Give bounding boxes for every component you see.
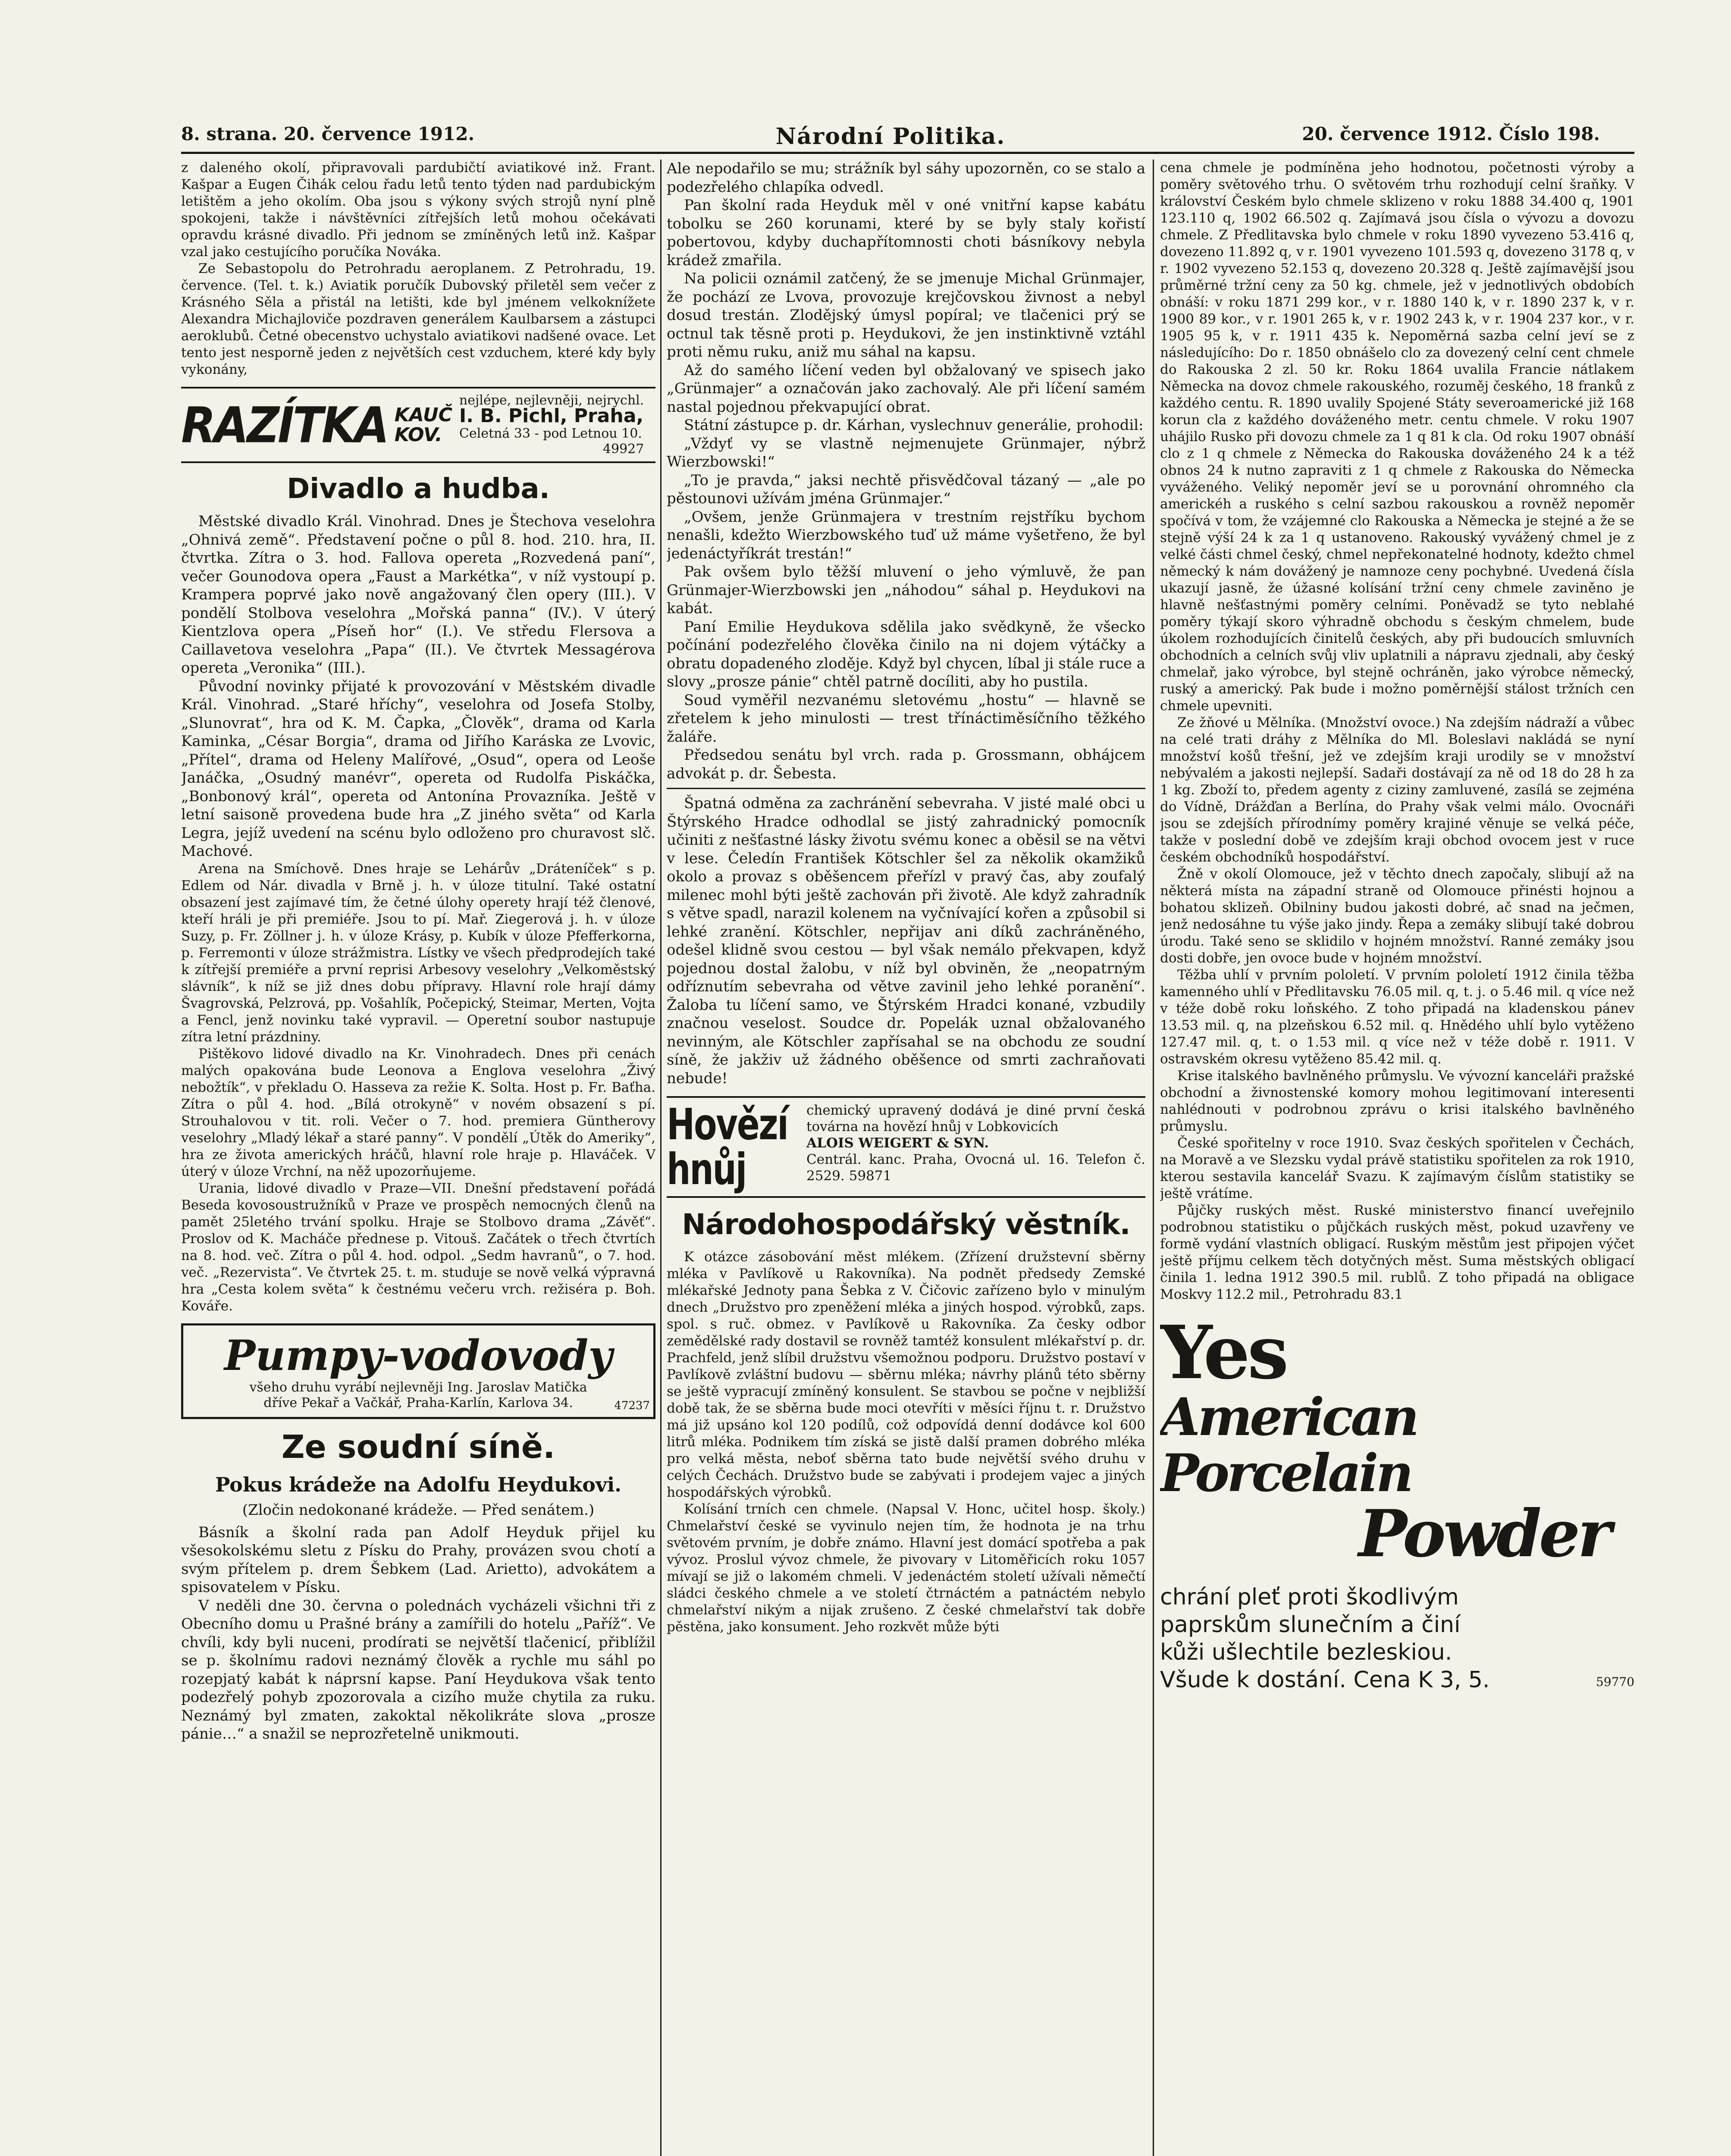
article-heyduk-part5: Na policii oznámil zatčený, že se jmenuje Michal Grünmajer, že pochází ze Lvova, provozuje krejčovskou živnost a nebyl dosud trestán. Zlodějský úmysl popíral; ve tlačenici prý se octnul tak těsně proti p. Heydukovi, že jen instinktivně vztáhl proti němu ruku, aniž mu sáhal na kapsu. xyxy=(667,270,1145,360)
article-urania: Urania, lidové divadlo v Praze—VII. Dnešní představení pořádá Beseda kovosoustružníků v Praze ve prospěch nemocných členů na pamět 25letého trvání spolku. Hraje se Stolbovo drama „Závěť“. Proslov od K. Macháče přednese p. Vitouš. Začátek o třech čtvrtích na 8. hod. več. Zítra o půl 4. hod. odpol. „Sedm havranů“, o 7. hod. več. „Rezervista“. Ve čtvrtek 25. t. m. studuje se nově velká výpravná hra „Cesta kolem světa“ k čestnému večeru vrch. režiséra p. Boh. Kováře. xyxy=(181,1180,655,1314)
ad-razitka-title: RAZÍTKA xyxy=(181,396,388,454)
ad-yes-text3: kůži ušlechtile bezleskiou. xyxy=(1160,1639,1452,1665)
ad-razitka-kauc: KAUČ xyxy=(394,404,452,426)
ad-razitka-tagline: nejlépe, nejlevněji, nejrychl. xyxy=(459,393,644,408)
column-rule-1 xyxy=(660,160,662,2156)
ad-pumpy-number: 47237 xyxy=(614,1399,650,1412)
article-chmel: Kolísání trních cen chmele. (Napsal V. Honc, učitel hosp. školy.) Chmelařství české se vyvinulo nejen tím, že hodnota je na trhu světovém prvním, je dobře známo. Hlavní jest domácí spotřeba a pak vývoz. Proslul vývoz chmele, že pivovary v Litoměřicích roku 1057 mívají se již o lakomém chmeli. V jedenáctém století užívali němečtí sládci českého chmele a ve století čtrnáctém a patnáctém nebylo chmelařství nikým a nijak zrušeno. Z české chmelařství tak dobře pěstěna, jako konsument. Jeho rozkvět může býti xyxy=(667,1501,1145,1635)
article-heyduk-part10: „Ovšem, jenže Grünmajera v trestním rejstříku bychom nenašli, kdežto Wierzbowského tuď už máme vyšetřeno, že byl jedenáctyříkrát trestán!“ xyxy=(667,508,1145,562)
section-title-vestnik: Národohospodářský věstník. xyxy=(682,1208,1130,1241)
header-left: 8. strana. 20. července 1912. xyxy=(181,123,475,144)
ad-yes-text1: chrání pleť proti škodlivým xyxy=(1160,1584,1459,1610)
ad-yes-number: 59770 xyxy=(1596,1674,1634,1689)
article-olomouc: Žně v okolí Olomouce, jež v těchto dnech započaly, slibují až na některá místa na západní straně od Olomouce přinésti hojnou a bohatou sklizeň. Obilniny budou jakosti dobré, ač snad na ječmen, jenž nedosáhne tu výše jako jindy. Řepa a zemáky slibují také dobrou úrodu. Také seno se sklidilo v hojném množství. Ranné zemáky jsou dosti dobře, jen ovoce bude v hojném množství. xyxy=(1160,866,1634,966)
ad-yes-text2: paprskům slunečním a činí xyxy=(1160,1612,1461,1638)
divider xyxy=(667,788,1145,789)
ad-razitka-address: Celetná 33 - pod Letnou 10. xyxy=(459,426,642,441)
ad-pumpy-line2: dříve Pekař a Vačkář, Praha-Karlín, Karlova 34. xyxy=(263,1395,573,1410)
header-right: 20. července 1912. Číslo 198. xyxy=(1302,123,1600,144)
article-divadlo-vinohrady: Městské divadlo Král. Vinohrad. Dnes je Štechova veselohra „Ohnivá země“. Představení počne o půl 8. hod. 210. hra, II. čtvrtka. Zítra o 3. hod. Fallova opereta „Rozvedená paní“, večer Gounodova opera „Faust a Markétka“, v níž vystoupí p. Krampera poprvé jako nově angažovaný člen opery (III.). V pondělí Stolbova veselohra „Mořská panna“ (IV.). V úterý Kientzlova opera „Píseň hor“ (I.). Ve středu Flersova a Caillavetova veselohra „Papa“ (II.). Ve čtvrtek Messagérova opereta „Veronika“ (III.). xyxy=(181,513,655,677)
ad-hnuj-text1: chemický upravený dodává je diné první česká továrna na hovězí hnůj v Lobkovicích xyxy=(806,1103,1145,1134)
page-header xyxy=(181,123,1600,154)
article-spatna-odmena: Špatná odměna za zachránění sebevraha. V jisté malé obci u Štýrského Hradce odhodlal se jistý zahradnický pomocník učiniti z nešťastné lásky životu svému konec a oběsil se na větvi v lese. Čeledín František Kötschler šel za několik okamžiků okolo a provaz s oběšencem přeřízl v pravý čas, aby zoufalý milenec mohl býti ještě zachován při životě. Ale když zahradník s větve spadl, narazil kolenem na vyčnívající kořen a způsobil si lehké zranění. Kötschler, nepřijav ani díků zachráněného, odešel klidně svou cestou — byl však nemálo překvapen, když pojednou dostal žalobu, v níž byl obviněn, že „neopatrným odříznutím sebevraha od větve zavinil jeho lehké poranění“. Žaloba tu líčení samo, ve Štýrském Hradci konané, vzbudily značnou veselost. Soudce dr. Popelák uznal obžalovaného nevinným, ale Kötschler zapřísahal se na obchodu ze soudní síně, že jakživ už žádného oběšence od smrti zachraňovati nebude! xyxy=(667,795,1145,1087)
ad-hovezi-hnuj xyxy=(667,1096,1145,1198)
article-aviation-continued: z daleného okolí, připravovali pardubičtí aviatikové inž. Frant. Kašpar a Eugen Čihák celou řadu letů tento týden nad pardubickým letištěm a jeho okolím. Oba jsou s výkony svých strojů nyní plně spokojeni, takže i návštěvníci zítřejších letů mohou očekávati opravdu krásné divadlo. Při jednom se zmíněných letů inž. Kašpar vzal jako cestujícího poručíka Nováka. xyxy=(181,160,655,260)
section-title-soud: Ze soudní síně. xyxy=(281,1428,555,1466)
article-arena-smichov: Arena na Smíchově. Dnes hraje se Lehárův „Dráteníček“ s p. Edlem od Nár. divadla v Brně j. h. v úloze titulní. Také ostatní obsazení jest zajímavé tím, že četné úlohy operety hrají též členové, kteří hráli je při premiéře. Jsou to pí. Mař. Ziegerová j. h. v úloze Suzy, p. Fr. Zöllner j. h. v úloze Krásy, p. Kubík v úloze Pfefferkorna, p. Ferremonti v úloze strážmistra. Lístky ve všech předprodejích také k zítřejší premiéře a první reprisi Arbesovy veselohry „Velkoměstský slávník“, k níž se již dnes dobu přípravy. Hlavní role hrají dámy Švagrovská, Pelzrová, pp. Vošahlík, Počepický, Steimar, Merten, Vojta a Fencl, jenž novinku také vypravil. — Operetní soubor nastupuje zítra letní prázdniny. xyxy=(181,861,655,1045)
article-krise-bavlna: Krise italského bavlněného průmyslu. Ve vývozní kanceláři pražské obchodní a živnostenské komory mohou legitimovaní interesenti nahlédnouti v podrobnou zprávu o krisi italského bavlněného průmyslu. xyxy=(1160,1068,1634,1134)
article-puvodni-novinky: Původní novinky přijaté k provozování v Městském divadle Král. Vinohrad. „Staré hříchy“, veselohra od Josefa Stolby, „Slunovrat“, hra od K. M. Čapka, „Člověk“, drama od Karla Kaminka, „César Borgia“, drama od Jiřího Karáska ze Lvovic, „Přítel“, drama od Heleny Malířové, „Osud“, opera od Leoše Janáčka, „Osudný manévr“, opereta od Rudolfa Piskáčka, „Bonbonový král“, opereta od Antonína Provazníka. Ještě v letní saisoně provedena bude hra „Z jiného světa“ od Karla Legra, jejíž uvedení na scénu bylo odloženo pro churavost slč. Machové. xyxy=(181,677,655,860)
article-heyduk-part3: Ale nepodařilo se mu; strážník byl sáhy upozorněn, co se stalo a podezřelého chlapíka odvedl. xyxy=(667,160,1145,196)
article-heyduk-part4: Pan školní rada Heyduk měl v oné vnitřní kapse kabátu tobolku se 260 korunami, které by se byly staly kořistí pobertovou, kdyby duchapřítomnosti choti básníkovy nebyla krádež zmařila. xyxy=(667,197,1145,269)
headline-pokus-kradeze: Pokus krádeže na Adolfu Heydukovi. xyxy=(215,1473,622,1496)
ad-hnuj-text3: Centrál. kanc. Praha, Ovocná ul. 16. Telefon č. 2529. 59871 xyxy=(806,1152,1145,1184)
article-heyduk-part14: Předsedou senátu byl vrch. rada p. Grossmann, obhájcem advokát p. dr. Šebesta. xyxy=(667,746,1145,782)
article-tezba-uhli: Těžba uhlí v prvním pololetí. V prvním pololetí 1912 činila těžba kamenného uhlí v Předlitavsku 76.05 mil. q, t. j. o 5.46 mil. q více než v téže době roku loňského. Z toho připadá na kladenskou pánev 13.53 mil. q, na plzeňskou 6.52 mil. q. Hnědého uhlí bylo vytěženo 127.47 mil. q, t. o 1.53 mil. q více než v téže době r. 1911. V ostravském okresu vytěženo 85.42 mil. q. xyxy=(1160,967,1634,1067)
article-mleko: K otázce zásobování měst mlékem. (Zřízení družstevní sběrny mléka v Pavlíkově u Rakovníka). Na podnět předsedy Zemské mlékařské Jednoty pana Šebka z V. Čičovic zařízeno bylo v minulým dnech „Družstvo pro zpeněžení mléka a jiných hospod. výrobků, zaps. spol. s ruč. obmez. v Pavlíkově u Rakovníka. Za česky odbor zemědělské rady dostavil se rovněž tamtéž konsulent mlékařství p. dr. Prachfeld, jenž slíbil družstvu všemožnou podporu. Družstvo postaví v Pavlíkově zvláštní budovu — sběrnu mléka; návrhy plánů této sběrny se ještě vypracují zmíněný konsulent. Se stavbou se počne v nejbližší době tak, že se sběrna bude moci otevříti v měsíci říjnu t. r. Družstvo má již upsáno kol 120 podílů, což odpovídá denní dodávce kol 600 litrů mléka. Podnikem tím získá se jistě další pramen dobrého mléka pro velká města, neboť sběrna tato bude největší svého druhu v celých Čechách. Družstvo bude se zabývati i prodejem vajec a jiných hospodářských výrobků. xyxy=(667,1249,1145,1500)
article-heyduk-part2: V neděli dne 30. června o polednách vycházeli všichni tři z Obecního domu u Prašné brány a zamířili do hotelu „Paříž“. Ve chvíli, kdy byli nuceni, prodírati se největší tlačenicí, přiblížil se p. školnímu radovi neznámý člověk a rychle mu sáhl po rozepjatý kabát k náprsní kapse. Paní Heydukova však tento podezřelý pohyb zpozorovala a cizího muže chytila za ruku. Neznámý byl zmaten, zakoktal několikráte slova „prosze pánie…“ a snažil se neprozřetelně unikmouti. xyxy=(181,1597,655,1742)
article-heyduk-part12: Paní Emilie Heydukova sdělila jako svědkyně, že všecko počínání podezřelého člověka činilo na ni dojem výtáčky a obratu dopadeného zloděje. Když byl chycen, líbal ji stále ruce a slovy „prosze pánie“ chtěl patrně docíliti, aby ho pustila. xyxy=(667,618,1145,690)
ad-pumpy-vodovody xyxy=(181,1323,655,1419)
article-sporitelny: České spořitelny v roce 1910. Svaz českých spořitelen v Čechách, na Moravě a ve Slezsku vydal právě statistiku spořitelen za rok 1910, kterou sestavila kancelář Svazu. K zajímavým číslům statistiky se ještě vrátíme. xyxy=(1160,1135,1634,1201)
subhead-zlocin: (Zločin nedokonané krádeže. — Před senátem.) xyxy=(242,1501,595,1519)
article-heyduk-part6: Až do samého líčení veden byl obžalovaný ve spisech jako „Grünmajer“ a označován jako zachovalý. Ale při líčení samém nastal pojednou překvapující obrat. xyxy=(667,361,1145,416)
ad-yes-text4: Všude k dostání. Cena K 3, 5. xyxy=(1160,1667,1490,1693)
ad-hnuj-firm: ALOIS WEIGERT & SYN. xyxy=(806,1135,989,1151)
article-heyduk-part1: Básník a školní rada pan Adolf Heyduk přijel ku všesokolskému sletu z Písku do Prahy, provázen svou chotí a svým přítelem p. drem Šebkem (Lad. Arietto), advokátem a spisovatelem v Písku. xyxy=(181,1523,655,1596)
ad-razitka xyxy=(181,387,655,463)
article-chmel-continued: cena chmele je podmíněna jeho hodnotou, početnosti výroby a poměry světového trhu. O světovém trhu rozhodují celní šraňky. V království Českém bylo chmele sklizeno v roku 1888 34.400 q, 1901 123.110 q, 1902 66.502 q. Zajímavá jsou čísla o vývozu a dovozu chmele. Z Předlitavska bylo chmele v roku 1890 vyvezeno 53.416 q, dovezeno 11.892 q, v r. 1901 vyvezeno 101.593 q, dovezeno 3178 q, v r. 1902 vyvezeno 52.153 q, dovezeno 20.328 q. Ještě zajímavější jsou průměrné tržní ceny za 50 kg. chmele, jež v jednotlivých obdobích obnáší: v roku 1871 299 kor., v r. 1880 140 k, v r. 1890 237 k, v r. 1900 89 kor., v r. 1901 265 k, v r. 1902 243 k, v r. 1904 237 kor., v r. 1905 95 k, v r. 1911 435 k. Nepoměrná sazba celní jeví se z následujícího: Do r. 1850 obnášelo clo za dovezený celní cent chmele do Rakouska 2 zl. 50 kr. Roku 1864 uvalila Francie nátlakem Německa na dovoz chmele rakouského, rozuměj českého, 18 franků z každého centu. R. 1890 uvalily Spojené Státy severoamerické již 168 korun cla z každého dováženého metr. centu chmele. V roku 1907 uhájilo Rusko při dovozu chmele za 1 q 81 k cla. Od roku 1907 obnáší clo z 1 q chmele z Německa do Rakouska dováženého 24 k a též obnos 24 k nutno zapraviti z 1 q chmele z Rakouska do Německa vyváženého. Veliký nepoměr jeví se u porovnání ohromného cla americkéh a ruského s celní sazbou rakouskou a rovněž nepoměr spočívá v tom, že vzájemné clo Rakouska a Německa je stejné a že se stejně výší 24 k za 1 q ustanoveno. Rakouský vyvážený chmel je z velké části chmel český, chmel nepřekonatelné hodnoty, kdežto chmel německý k nám dovážený je namnoze ceny pochybné. Uvedená čísla ukazují jasně, že úžasné kolísání tržní ceny chmele zaviněno je hlavně nešťastnými poměry celními. Poněvadž se tyto neblahé poměry týkají skoro výhradně obchodu s českým chmelem, bude úkolem rozhodujících činitelů českých, aby při budoucích smluvních obchodních a celních svůj vliv uplatnili a nápravu zjednali, aby český chmelař, jako výrobce, byl stejně ochráněn, jako výrobce německý, ruský a americký. Pak bude i možno poměrnější stálost tržních cen chmele upevniti. xyxy=(1160,160,1634,714)
article-sebastopol-flight: Ze Sebastopolu do Petrohradu aeroplanem. Z Petrohradu, 19. července. (Tel. t. k.) Aviatik poručík Dubovský přiletěl sem večer z Krásného Sěla a přistál na letišti, kde byl jménem velkoknížete Alexandra Michajloviče pozdraven generálem Kaulbarsem a zástupci aeroklubů. Četné obecenstvo uchystalo aviatikovi nadšené ovace. Let tento jest nesporně jeden z největších cest vzduchem, které kdy byly vykonány, xyxy=(181,261,655,377)
article-pujcky-mest: Půjčky ruských měst. Ruské ministerstvo financí uveřejnilo podrobnou statistiku o půjčkách ruských měst, pokud uzavřeny ve formě vydání vlastních obligací. Ruským městům jest připojen výčet ještě příjmu celkem těch dotyčných měst. Suma městských obligací činila 1. ledna 1912 390.5 mil. rublů. Z toho připadá na obligace Moskvy 112.2 mil., Petrohradu 83.1 xyxy=(1160,1203,1634,1302)
ad-yes-powder-word: Powder xyxy=(1358,1496,1609,1572)
section-title-divadlo: Divadlo a hudba. xyxy=(287,473,550,505)
masthead: Národní Politika. xyxy=(775,123,1006,150)
article-heyduk-part7: Státní zástupce p. dr. Kárhan, vyslechnuv generálie, prohodil: xyxy=(684,417,1144,434)
article-heyduk-part11: Pak ovšem bylo těžší mluvení o jeho výmluvě, že pan Grünmajer-Wierzbowski jen „náhodou“ sáhal p. Heydukovi na kabát. xyxy=(667,563,1145,617)
article-heyduk-part8: „Vždyť vy se vlastně nejmenujete Grünmajer, nýbrž Wierzbowski!“ xyxy=(667,435,1145,470)
ad-yes-powder xyxy=(1160,1310,1634,1694)
article-heyduk-part13: Soud vyměřil nezvanému sletovému „hostu“ — hlavně se zřetelem k jeho minulosti — trest třínáctiměsíčního těžkého žaláře. xyxy=(667,691,1145,746)
column-1 xyxy=(181,160,655,2156)
article-heyduk-part9: „To je pravda,“ jaksi nechtě přisvědčoval tázaný — „ale po pěstounovi užívám jména Grünmajer.“ xyxy=(667,471,1145,507)
article-melnik: Ze žňové u Mělníka. (Množství ovoce.) Na zdejším nádraží a vůbec na celé trati dráhy z Mělníka do Ml. Boleslavi nakládá se nyní množství košů třešní, jež ve zdejším kraji urodily se v množství nebývalém a jakosti nejlepší. Sadaři dostávají za ně od 18 do 28 h za 1 kg. Zboží to, předem agenty z ciziny zamluvené, zasílá se zejména do Vídně, Drážďan a Berlína, do Prahy však velmi málo. Ovocnáři jsou se zdejších přírodnímy poměry krajiné věnuje se velká péče, takže v poslední době ve zdejším kraji obchod ovocem jest v ruce českém obchodníků hospodářství. xyxy=(1160,715,1634,865)
column-3 xyxy=(1160,160,1634,2156)
header-rule xyxy=(181,152,1634,154)
article-pistekovo-divadlo: Pištěkovo lidové divadlo na Kr. Vinohradech. Dnes při cenách malých opakována bude Leonova a Englova veselohra „Živý nebožtík“, v překladu O. Hasseva za režie K. Solta. Host p. Fr. Baťha. Zítra o půl 4. hod. „Bílá otrokyně“ v novém obsazení s pí. Strouhalovou v tit. roli. Večer o 7. hod. premiera Güntherovy veselohry „Mladý lékař a staré panny“. V pondělí „Útěk do Ameriky“, hra ze života amerických hráčů, hlavní role hraje p. Hlaváček. V úterý v úloze Vrchní, na něž upozorňujeme. xyxy=(181,1046,655,1179)
ad-yes-word: Yes xyxy=(1160,1310,1286,1396)
ad-razitka-kov: KOV. xyxy=(394,423,442,446)
ad-hnuj-title: Hovězí hnůj xyxy=(667,1099,788,1194)
ad-razitka-firm: I. B. Pichl, Praha, xyxy=(459,405,644,427)
ad-pumpy-line1: všeho druhu vyrábí nejlevněji Ing. Jaroslav Matička xyxy=(249,1379,587,1395)
ad-yes-american-porcelain: American Porcelain xyxy=(1160,1387,1417,1504)
ad-pumpy-title: Pumpy-vodovody xyxy=(224,1331,612,1380)
ad-razitka-number: 49927 xyxy=(602,442,644,457)
column-2 xyxy=(667,160,1145,2156)
column-rule-2 xyxy=(1153,160,1154,2156)
